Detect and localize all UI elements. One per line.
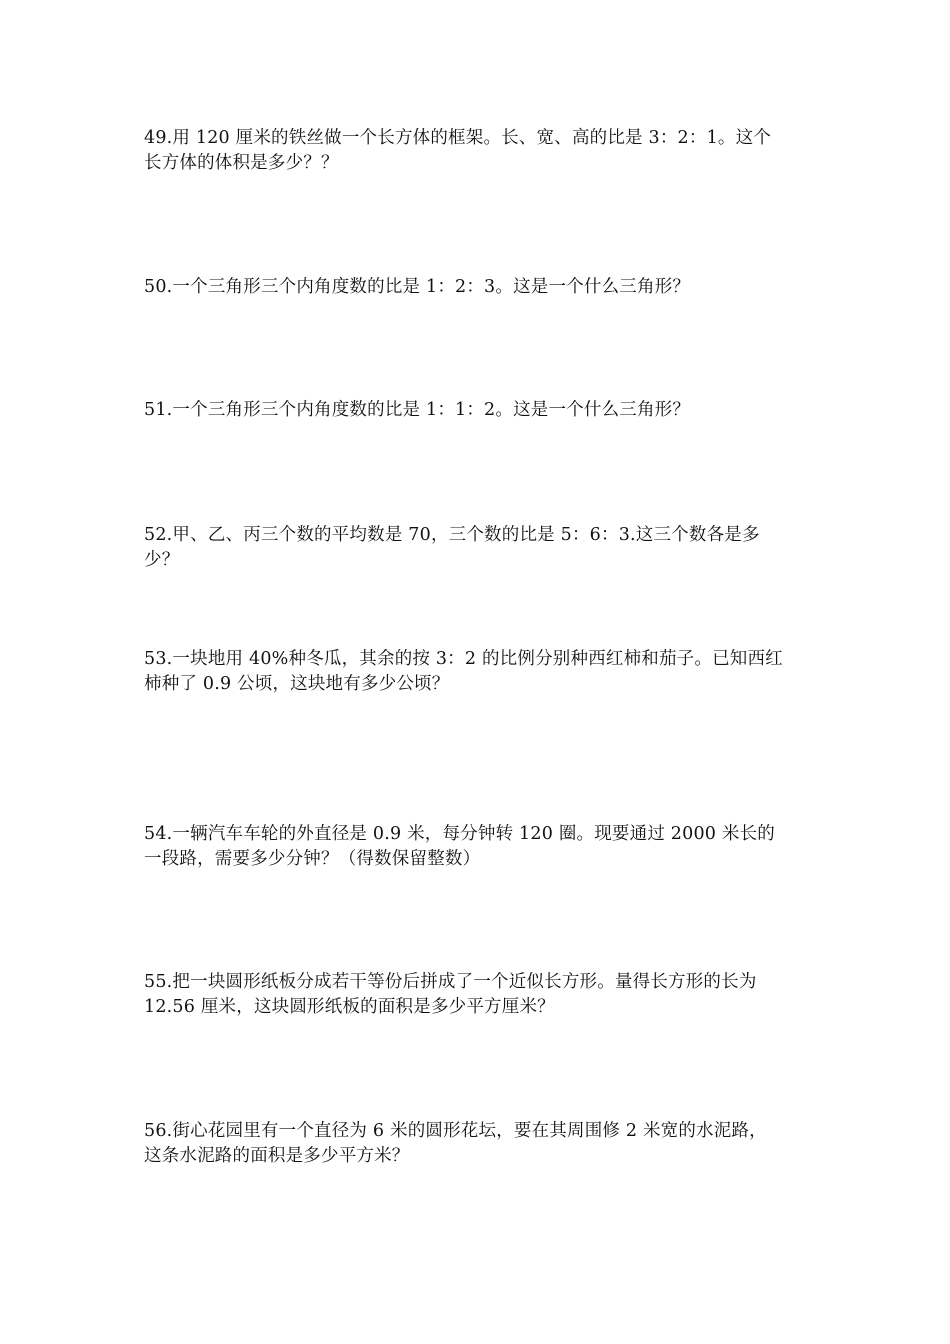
- question-50: [144, 275, 812, 300]
- question-line: 这条水泥路的面积是多少平方米？: [144, 1146, 410, 1166]
- question-line: 50.一个三角形三个内角度数的比是 1：2：3。这是一个什么三角形？: [144, 277, 691, 297]
- question-55: [144, 970, 812, 1020]
- question-line: 长方体的体积是多少？？: [144, 153, 339, 173]
- question-line: 54.一辆汽车车轮的外直径是 0.9 米，每分钟转 120 圈。现要通过 2000 米长的: [144, 824, 775, 844]
- question-53: [144, 647, 812, 697]
- question-52: [144, 523, 812, 573]
- question-56: [144, 1119, 812, 1169]
- question-line: 12.56 厘米，这块圆形纸板的面积是多少平方厘米？: [144, 997, 555, 1017]
- question-line: 柿种了 0.9 公顷，这块地有多少公顷？: [144, 674, 450, 694]
- question-line: 56.街心花园里有一个直径为 6 米的圆形花坛，要在其周围修 2 米宽的水泥路，: [144, 1121, 767, 1141]
- question-line: 49.用 120 厘米的铁丝做一个长方体的框架。长、宽、高的比是 3：2：1。这个: [144, 128, 772, 148]
- question-line: 51.一个三角形三个内角度数的比是 1：1：2。这是一个什么三角形？: [144, 400, 691, 420]
- question-line: 55.把一块圆形纸板分成若干等份后拼成了一个近似长方形。量得长方形的长为: [144, 972, 757, 992]
- question-49: [144, 126, 812, 176]
- question-line: 53.一块地用 40%种冬瓜，其余的按 3：2 的比例分别种西红柿和茄子。已知西红: [144, 649, 783, 669]
- question-54: [144, 822, 812, 872]
- question-line: 少？: [144, 550, 180, 570]
- question-line: 52.甲、乙、丙三个数的平均数是 70，三个数的比是 5：6：3.这三个数各是多: [144, 525, 760, 545]
- question-51: [144, 398, 812, 423]
- question-line: 一段路，需要多少分钟？（得数保留整数）: [144, 849, 481, 869]
